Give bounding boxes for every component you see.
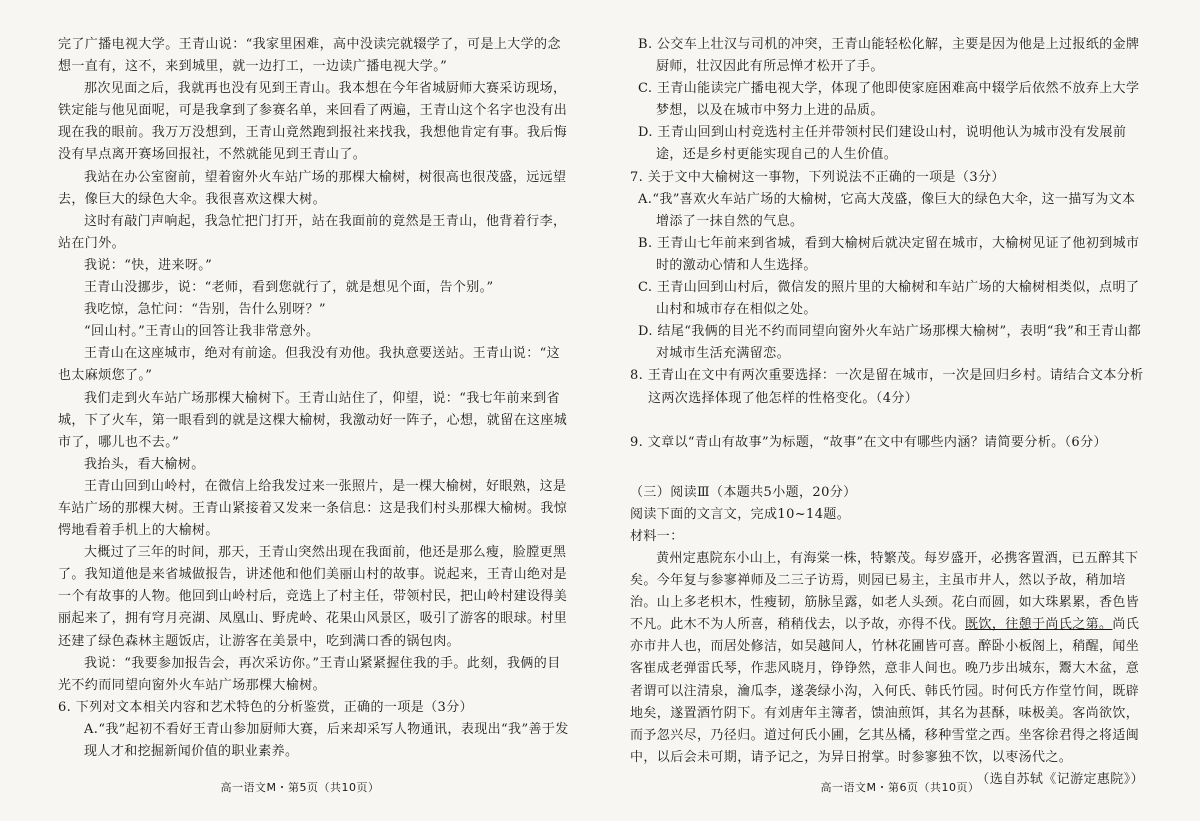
question-7-title: 7. 关于文中大榆树这一事物，下列说法不正确的一项是（3分） bbox=[630, 169, 1005, 185]
story-paragraph: 我吃惊，急忙问：“告别，告什么别呀？” bbox=[84, 302, 326, 318]
page-footer: 高一语文M・第6页（共10页） bbox=[820, 781, 980, 794]
story-paragraph: 王青山没挪步，说：“老师，看到您就行了，就是想见个面，告个别。” bbox=[84, 280, 494, 296]
story-column bbox=[58, 34, 570, 763]
story-paragraph: 我抬头，看大榆树。 bbox=[84, 456, 205, 472]
questions-column bbox=[630, 34, 1144, 791]
question-7-option-b: B. 王青山七年前来到省城，看到大榆树后就决定留在城市，大榆树见证了他初到城市时的激动心情和人生选择。 bbox=[638, 235, 1140, 273]
story-paragraph: 这时有敲门声响起，我急忙把门打开，站在我面前的竟然是王青山，他背着行李，站在门外。 bbox=[58, 213, 567, 251]
page-footer: 高一语文M・第5页（共10页） bbox=[220, 781, 380, 794]
section-3-title: （三）阅读Ⅲ（本题共5小题，20分） bbox=[630, 484, 857, 500]
section-3-intro: 阅读下面的文言文，完成10~14题。 bbox=[630, 506, 851, 522]
question-8: 8. 王青山在文中有两次重要选择：一次是留在城市，一次是回归乡村。请结合文本分析这两次选择体现了他怎样的性格变化。（4分） bbox=[630, 368, 1144, 406]
story-paragraph: 王青山回到山岭村，在微信上给我发过来一张照片，是一棵大榆树，好眼熟，这是车站广场的那棵大树。王青山紧接着又发来一条信息：这是我们村头那棵大榆树。我惊愕地看着手机上的大榆树。 bbox=[58, 478, 568, 539]
classical-underlined-sentence: 既饮，往憩于尚氏之第。 bbox=[965, 617, 1113, 633]
classical-passage bbox=[630, 548, 1144, 769]
story-paragraph: 王青山在这座城市，绝对有前途。但我没有劝他。我执意要送站。王青山说：“这也太麻烦您了。” bbox=[58, 346, 561, 384]
question-7-option-c: C. 王青山回到山村后，微信发的照片里的大榆树和车站广场的大榆树相类似，点明了山村和城市存在相似之处。 bbox=[638, 280, 1140, 318]
story-paragraph: 我们走到火车站广场那棵大榆树下。王青山站住了，仰望，说：“我七年前来到省城，下了火车，第一眼看到的就是这棵大榆树，我激动好一阵子，心想，就留在这座城市了，哪儿也不去。” bbox=[58, 390, 568, 450]
question-6-option-b: B. 公交车上壮汉与司机的冲突，王青山能轻松化解，主要是因为他是上过报纸的金牌厨师，壮汉因此有所忌惮才松开了手。 bbox=[638, 37, 1140, 75]
question-6-title: 6. 下列对文本相关内容和艺术特色的分析鉴赏，正确的一项是（3分） bbox=[58, 699, 474, 715]
story-paragraph: 完了广播电视大学。王青山说：“我家里困难，高中没读完就辍学了，可是上大学的念想一直有，这不，来到城里，就一边打工，一边读广播电视大学。” bbox=[58, 37, 561, 75]
story-paragraph: “回山村。”王青山的回答让我非常意外。 bbox=[84, 324, 320, 340]
question-9: 9. 文章以“青山有故事”为标题，“故事”在文中有哪些内涵？请简要分析。（6分） bbox=[630, 434, 1107, 450]
right-page bbox=[600, 0, 1200, 821]
story-paragraph: 大概过了三年的时间，那天，王青山突然出现在我面前，他还是那么瘦，脸膛更黑了。我知道他是来省城做报告，讲述他和他们美丽山村的故事。说起来，王青山绝对是一个有故事的人物。他回到山岭村后，竞选上了村主任，带领村民，把山岭村建设得美丽起来了，拥有穹月亮湖、凤凰山、野虎岭、花果山风景区，吸引了游客的眼球。村里还建了绿色森林主题饭店，让游客在美景中，吃到满口香的锅包肉。 bbox=[58, 545, 568, 649]
question-6-option-c: C. 王青山能读完广播电视大学，体现了他即使家庭困难高中辍学后依然不放弃上大学梦想，以及在城市中努力上进的品质。 bbox=[638, 81, 1140, 119]
classical-text: 尚氏亦市井人也，而居处修洁，如吴越间人，竹林花圃皆可喜。醉卧小板阁上，稍醒，闻坐客崔成老弹雷氏琴，作悲风晓月，铮铮然，意非人间也。晚乃步出城东，鬻大木盆，意者谓可以注清泉，瀹瓜李，遂袭绿小沟，入何氏、韩氏竹园。时何氏方作堂竹间，既辟地矣，遂置酒竹阴下。有刘唐年主簿者，馈油煎饵，其名为甚酥，味极美。客尚欲饮，而予忽兴尽，乃径归。道过何氏小圃，乞其丛橘，移种雪堂之西。坐客徐君得之将适闽中，以后会未可期，请予记之，为异日拊掌。时参寥独不饮，以枣汤代之。 bbox=[630, 617, 1140, 765]
source-citation: （选自苏轼《记游定惠院》） bbox=[976, 771, 1144, 787]
story-paragraph: 我说：“快，进来呀。” bbox=[84, 257, 213, 273]
question-7-option-d: D. 结尾“我俩的目光不约而同望向窗外火车站广场那棵大榆树”，表明“我”和王青山都对城市生活充满留恋。 bbox=[638, 324, 1142, 362]
classical-text: 黄州定惠院东小山上，有海棠一株，特繁茂。每岁盛开，必携客置酒，已五醉其下矣。今年复与参寥禅师及二三子访焉，则园已易主，主虽市井人，然以予故，稍加培治。山上多老枳木，性瘦韧，筋脉呈露，如老人头颈。花白而圆，如大珠累累，香色皆不凡。此木不为人所喜，稍稍伐去，以予故，亦得不伐。 bbox=[630, 550, 1140, 633]
material-label: 材料一： bbox=[630, 528, 684, 544]
question-6-option-d: D. 王青山回到山村竞选村主任并带领村民们建设山村，说明他认为城市没有发展前途，还是乡村更能实现自己的人生价值。 bbox=[638, 125, 1127, 163]
story-paragraph: 那次见面之后，我就再也没有见到王青山。我本想在今年省城厨师大赛采访现场，铁定能与他见面呢，可是我拿到了参赛名单，来回看了两遍，王青山这个名字也没有出现在我的眼前。我万万没想到，王青山竟然跑到报社来找我，我想他肯定有事。我后悔没有早点离开赛场回报社，不然就能见到王青山了。 bbox=[58, 81, 568, 163]
story-paragraph: 我说：“我要参加报告会，再次采访你。”王青山紧紧握住我的手。此刻，我俩的目光不约而同望向窗外火车站广场那棵大榆树。 bbox=[58, 655, 561, 693]
question-7-option-a: A.“我”喜欢火车站广场的大榆树，它高大茂盛，像巨大的绿色大伞，这一描写为文本增添了一抹自然的气息。 bbox=[638, 191, 1136, 229]
question-6-option-a: A.“我”起初不看好王青山参加厨师大赛，后来却采写人物通讯，表现出“我”善于发现人才和挖掘新闻价值的职业素养。 bbox=[84, 721, 569, 759]
story-paragraph: 我站在办公室窗前，望着窗外火车站广场的那棵大榆树，树很高也很茂盛，远远望去，像巨大的绿色大伞。我很喜欢这棵大树。 bbox=[58, 169, 567, 207]
